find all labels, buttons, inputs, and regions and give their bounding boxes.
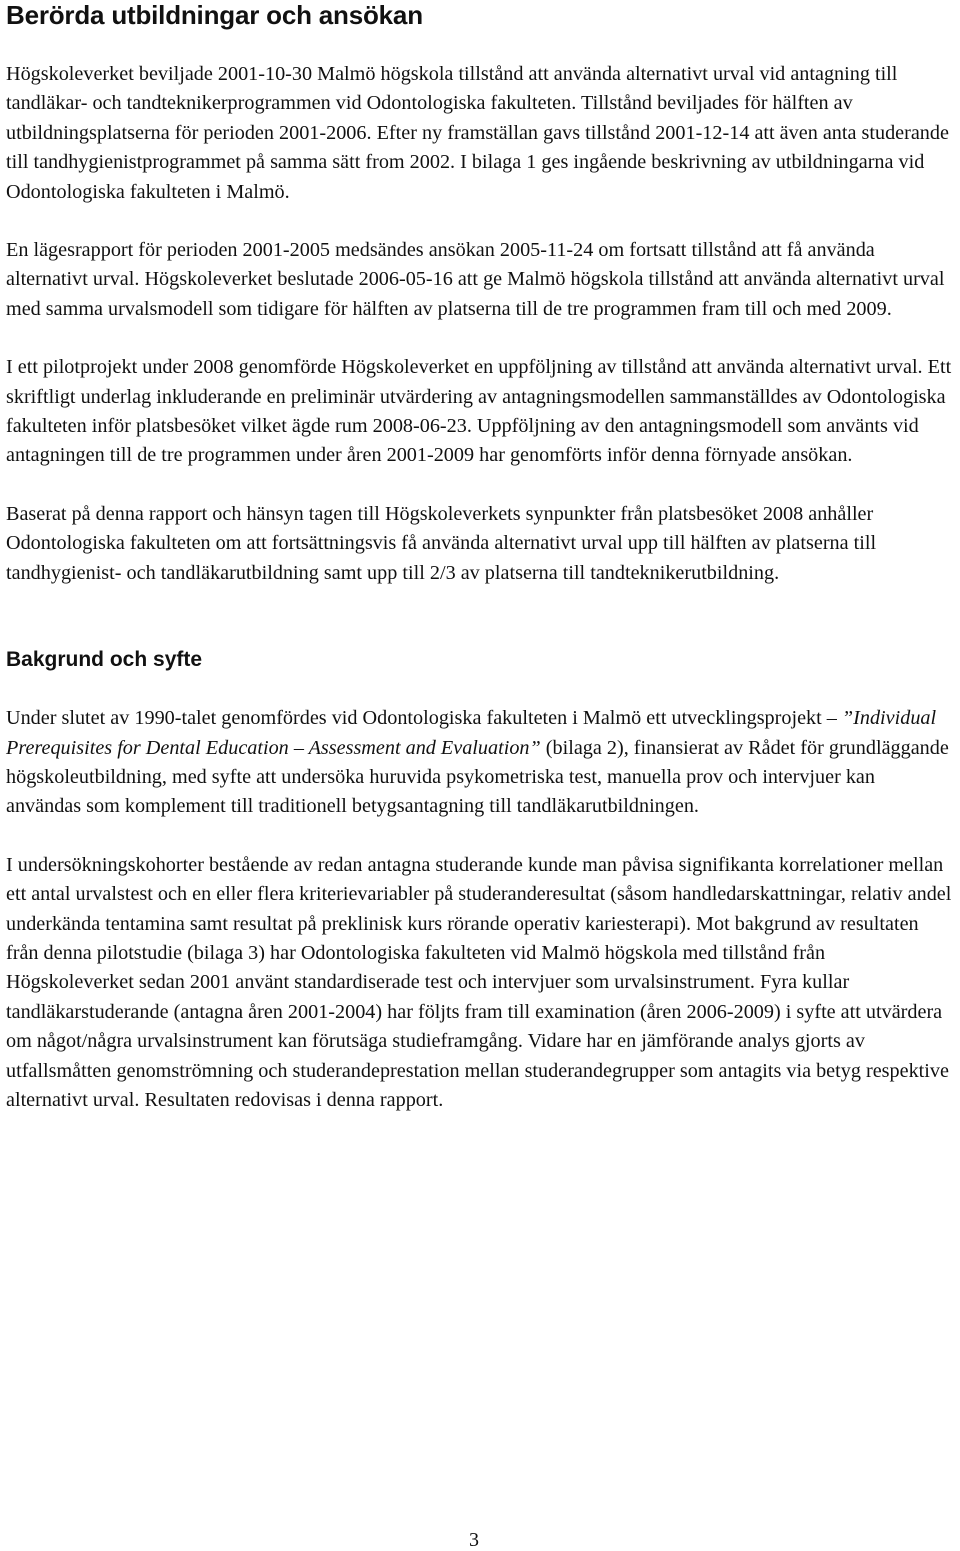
paragraph-undersokningskohorter: I undersökningskohorter bestående av redan antagna studerande kunde man påvisa signifikanta korrelationer mellan ett antal urvalstest och en eller flera kriterievariabler på studeranderesultat (såsom handledarskattningar, relativ andel underkända tentamina samt resultat på preklinisk kurs rörande operativ kariesterapi). Mot bakgrund av resultaten från denna pilotstudie (bilaga 3) har Odontologiska fakulteten vid Malmö högskola med tillstånd från Högskoleverket sedan 2001 använt standardiserade test och intervjuer som urvalsinstrument. Fyra kullar tandläkarstuderande (antagna åren 2001-2004) har följts fram till examination (åren 2006-2009) i syfte att utvärdera om något/några urvalsinstrument kan förutsäga studieframgång. Vidare har en jämförande analys gjorts av utfallsmåtten genomströmning och studerandeprestation mellan studerandegrupper som antagits via betyg respektive alternativt urval. Resultaten redovisas i denna rapport. [6, 853, 952, 1111]
paragraph-lagesrapport: En lägesrapport för perioden 2001-2005 medsändes ansökan 2005-11-24 om fortsatt tillstånd att få använda alternativt urval. Högskoleverket beslutade 2006-05-16 att ge Malmö högskola tillstånd att använda alternativt urval med samma urvalsmodell som tidigare för hälften av platserna till de tre programmen fram till och med 2009. [6, 239, 945, 320]
section-heading-berorda-utbildningar: Berörda utbildningar och ansökan [6, 0, 423, 30]
page-number: 3 [469, 1529, 479, 1551]
paragraph-utvecklingsprojekt [6, 704, 954, 822]
paragraph-anhallan: Baserat på denna rapport och hänsyn tagen till Högskoleverkets synpunkter från platsbesöket 2008 anhåller Odontologiska fakulteten om att fortsättningsvis få använda alternativt urval upp till hälften av platserna till tandhygienist- och tandläkarutbildning samt upp till 2/3 av platserna till tandteknikerutbildning. [6, 502, 877, 584]
paragraph-text: (bilaga 2), finansierat av Rådet för grundläggande högskoleutbildning, med syfte att undersöka huruvida psykometriska test, manuella prov och intervjuer kan användas som komplement till traditionell betygsantagning till tandläkarutbildningen. [6, 736, 949, 818]
project-title-italic: ”Individual Prerequisites for Dental Education – Assessment and Evaluation” [6, 707, 937, 759]
paragraph-pilotprojekt: I ett pilotprojekt under 2008 genomförde Högskoleverket en uppföljning av tillstånd att använda alternativt urval. Ett skriftligt underlag inkluderande en preliminär utvärdering av antagningsmodellen sammanställdes av Odontologiska fakulteten inför platsbesöket vilket ägde rum 2008-06-23. Uppföljning av den antagningsmodell som använts vid antagningen till de tre programmen under åren 2001-2009 har genomförts inför denna förnyade ansökan. [6, 356, 952, 467]
section-heading-wrapper [6, 647, 954, 673]
section-heading-bakgrund-och-syfte: Bakgrund och syfte [6, 648, 203, 672]
document-page [6, 0, 954, 1115]
paragraph-tillstand-2001: Högskoleverket beviljade 2001-10-30 Malmö högskola tillstånd att använda alternativt urval vid antagning till tandläkar- och tandteknikerprogrammen vid Odontologiska fakulteten. Tillstånd beviljades för hälften av utbildningsplatserna för perioden 2001-2006. Efter ny framställan gavs tillstånd 2001-12-14 att även anta studerande till tandhygienistprogrammet på samma sätt from 2002. I bilaga 1 ges ingående beskrivning av utbildningarna vid Odontologiska fakulteten i Malmö. [6, 63, 949, 203]
paragraph-text: Under slutet av 1990-talet genomfördes vid Odontologiska fakulteten i Malmö ett utvecklingsprojekt – [6, 707, 842, 730]
